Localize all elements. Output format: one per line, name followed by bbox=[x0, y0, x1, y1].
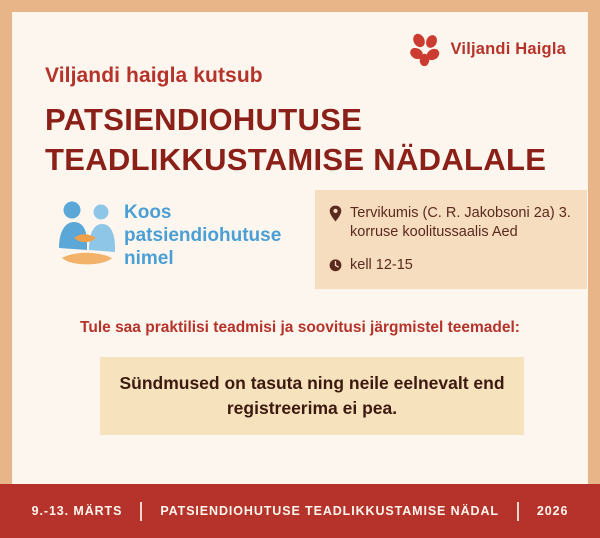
free-entry-notice-text: Sündmused on tasuta ning neile eelnevalt end registreerima ei pea. bbox=[119, 372, 505, 418]
poster-footer bbox=[0, 484, 600, 538]
info-row-time bbox=[329, 256, 573, 275]
brand-name: Viljandi Haigla bbox=[450, 39, 566, 58]
two-people-handshake-icon bbox=[56, 198, 118, 272]
location-pin-icon bbox=[329, 205, 342, 222]
koos-line-3: nimel bbox=[124, 248, 174, 270]
topics-prompt: Tule saa praktilisi teadmisi ja soovitusi järgmistel teemadel: bbox=[80, 319, 520, 336]
info-location-text: Tervikumis (C. R. Jakobsoni 2a) 3. korruse koolitussaalis Aed bbox=[350, 205, 571, 241]
footer-title: PATSIENDIOHUTUSE TEADLIKKUSTAMISE NÄDAL bbox=[160, 504, 499, 518]
brand-logo bbox=[408, 32, 566, 66]
footer-divider-left bbox=[140, 502, 142, 521]
footer-year: 2026 bbox=[536, 504, 569, 518]
page-kicker: Viljandi haigla kutsub bbox=[45, 64, 263, 87]
koos-line-1: Koos bbox=[124, 202, 172, 223]
info-time-text: kell 12-15 bbox=[350, 257, 413, 274]
free-entry-notice bbox=[100, 357, 524, 435]
event-info-card bbox=[315, 190, 587, 289]
page-title: PATSIENDIOHUTUSE TEADLIKKUSTAMISE NÄDALALE bbox=[45, 102, 547, 177]
clock-icon bbox=[329, 257, 342, 274]
koos-line-2: patsiendiohutuse bbox=[124, 225, 282, 247]
footer-dates: 9.-13. MÄRTS bbox=[31, 504, 123, 518]
footer-divider-right bbox=[517, 502, 519, 521]
poster-inner bbox=[12, 12, 588, 526]
flower-petals-icon bbox=[408, 32, 442, 66]
koos-patsiendiohutuse-logo bbox=[56, 198, 286, 276]
info-row-location bbox=[329, 204, 573, 242]
koos-logo-text bbox=[124, 198, 281, 271]
